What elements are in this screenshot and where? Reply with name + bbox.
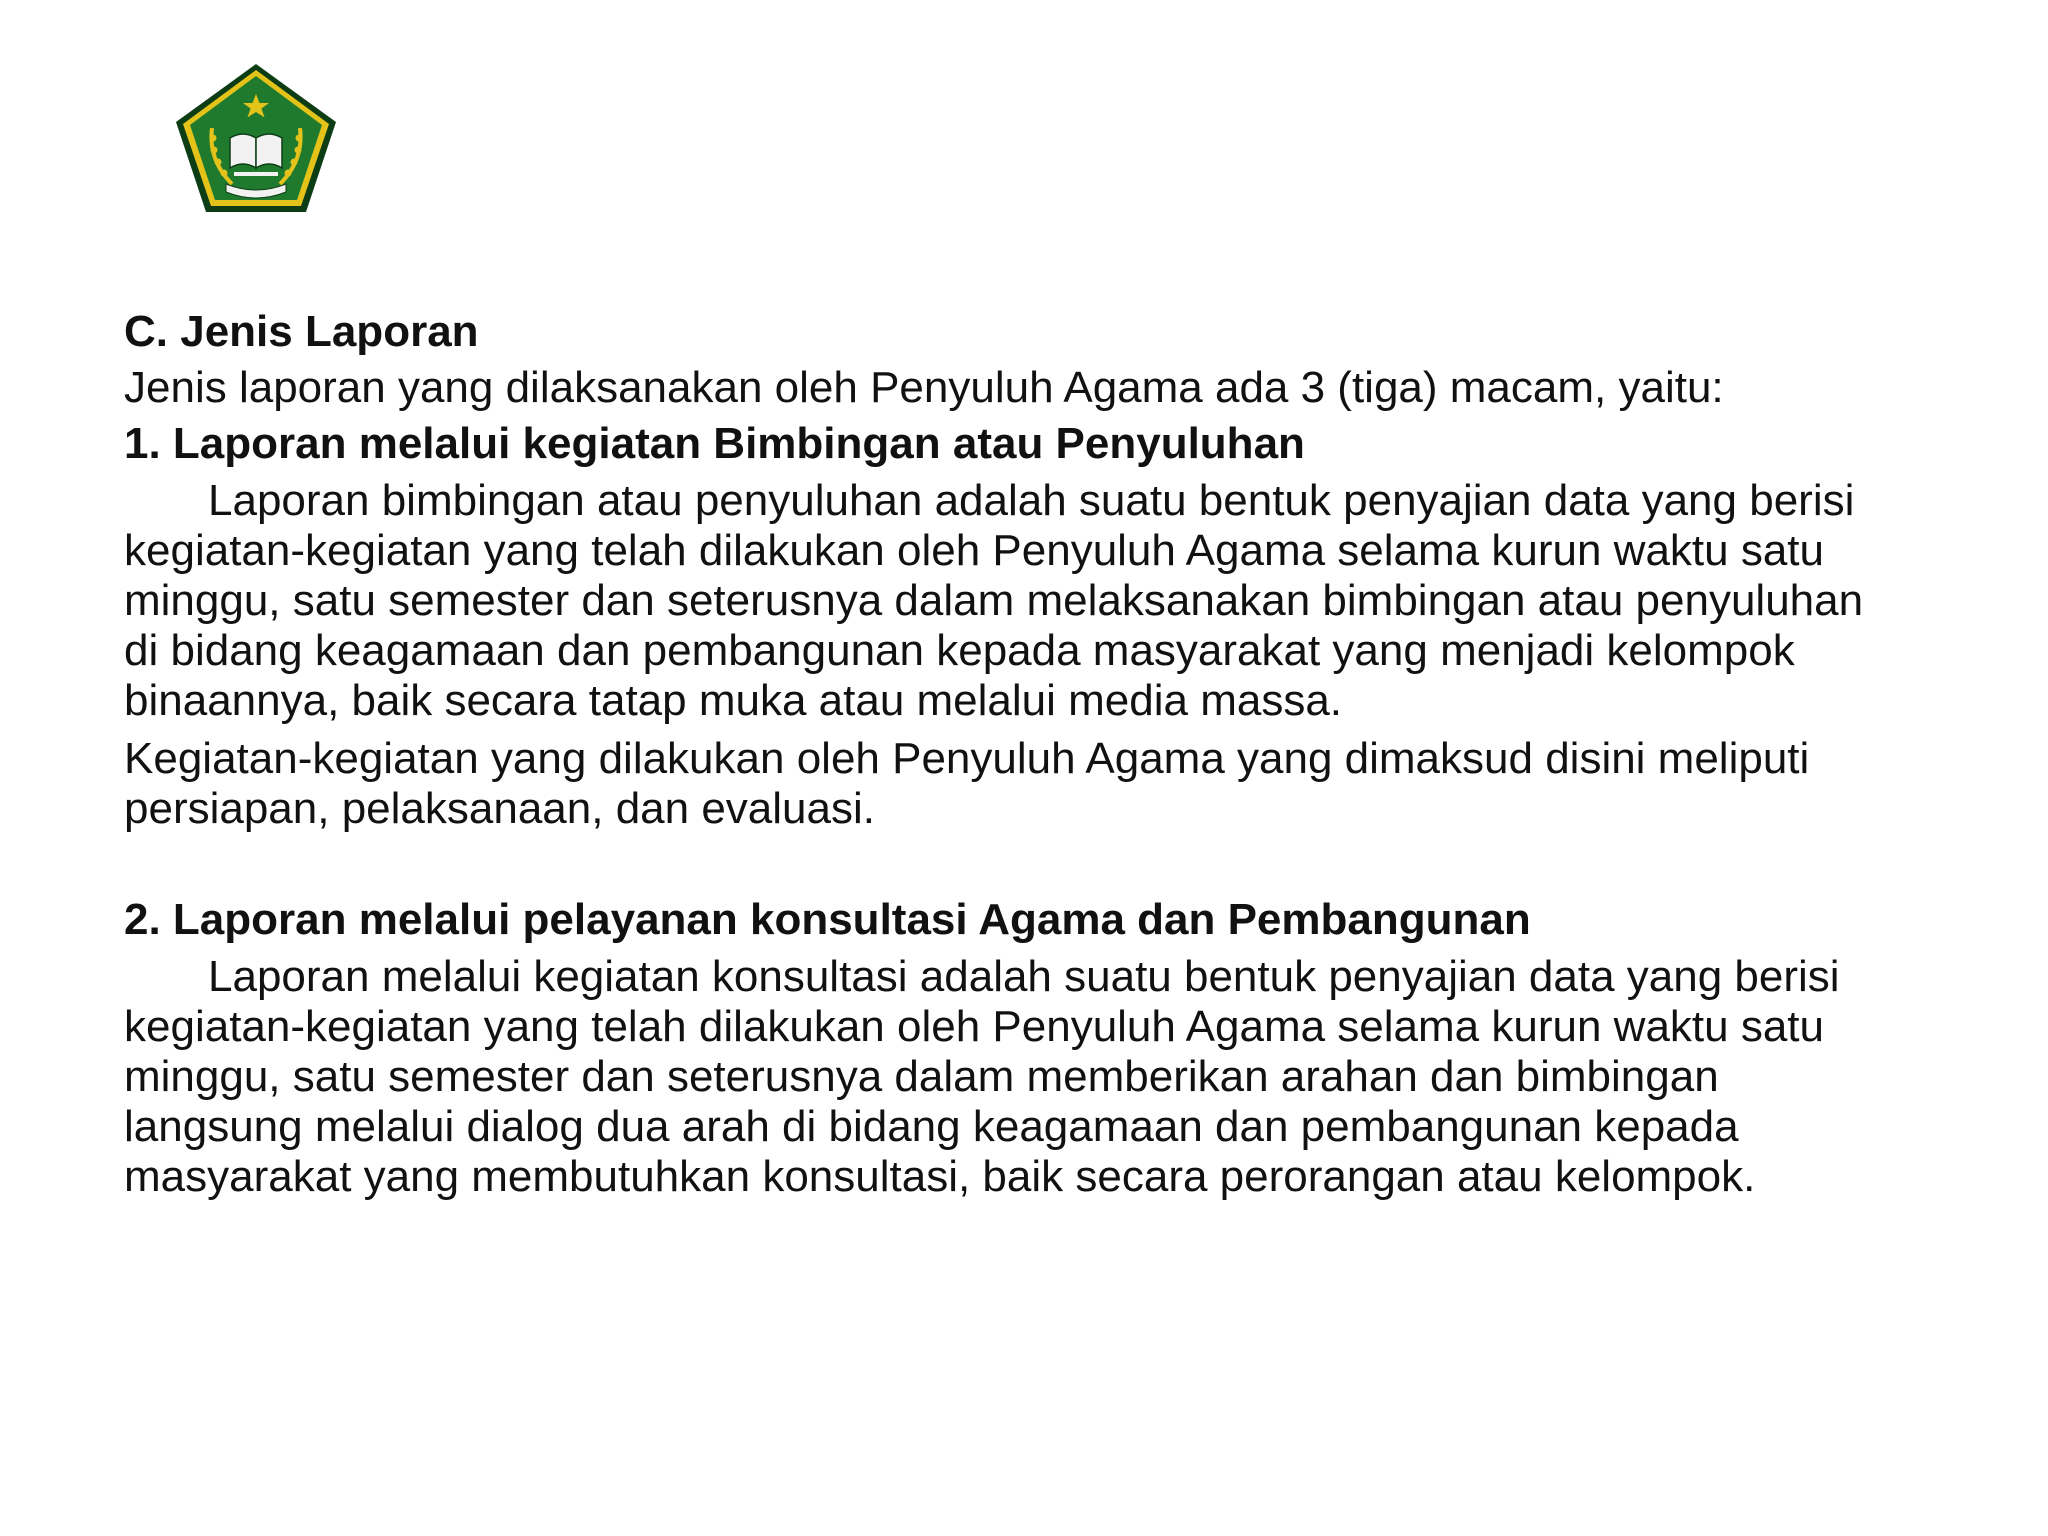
item1-para-line: Laporan bimbingan atau penyuluhan adalah suatu bentuk penyajian data yang berisi (208, 476, 1855, 525)
item1-paragraph (124, 476, 1984, 726)
item2-paragraph (124, 952, 1984, 1202)
item1-paragraph-2 (124, 734, 1984, 834)
item1-para-line: kegiatan-kegiatan yang telah dilakukan oleh Penyuluh Agama selama kurun waktu satu (124, 526, 1824, 575)
item2-heading: 2. Laporan melalui pelayanan konsultasi Agama dan Pembangunan (124, 895, 1531, 944)
item1-para2-line: Kegiatan-kegiatan yang dilakukan oleh Penyuluh Agama yang dimaksud disini meliputi (124, 734, 1810, 783)
kemenag-logo (172, 60, 340, 216)
item2-para-line: kegiatan-kegiatan yang telah dilakukan oleh Penyuluh Agama selama kurun waktu satu (124, 1002, 1824, 1051)
item2-para-line: masyarakat yang membutuhkan konsultasi, baik secara perorangan atau kelompok. (124, 1152, 1756, 1201)
item1-para2-line: persiapan, pelaksanaan, dan evaluasi. (124, 784, 875, 833)
item2-para-line: minggu, satu semester dan seterusnya dalam memberikan arahan dan bimbingan (124, 1052, 1719, 1101)
item1-para-line: di bidang keagamaan dan pembangunan kepada masyarakat yang menjadi kelompok (124, 626, 1795, 675)
section-heading: C. Jenis Laporan (124, 307, 479, 356)
item1-heading: 1. Laporan melalui kegiatan Bimbingan atau Penyuluhan (124, 419, 1305, 468)
item1-para-line: binaannya, baik secara tatap muka atau melalui media massa. (124, 676, 1343, 725)
item1-para-line: minggu, satu semester dan seterusnya dalam melaksanakan bimbingan atau penyuluhan (124, 576, 1864, 625)
item2-para-line: Laporan melalui kegiatan konsultasi adalah suatu bentuk penyajian data yang berisi (208, 952, 1840, 1001)
slide-content (124, 304, 1984, 1202)
spacer (124, 834, 1984, 892)
item2-para-line: langsung melalui dialog dua arah di bidang keagamaan dan pembangunan kepada (124, 1102, 1739, 1151)
section-intro: Jenis laporan yang dilaksanakan oleh Penyuluh Agama ada 3 (tiga) macam, yaitu: (124, 363, 1724, 412)
